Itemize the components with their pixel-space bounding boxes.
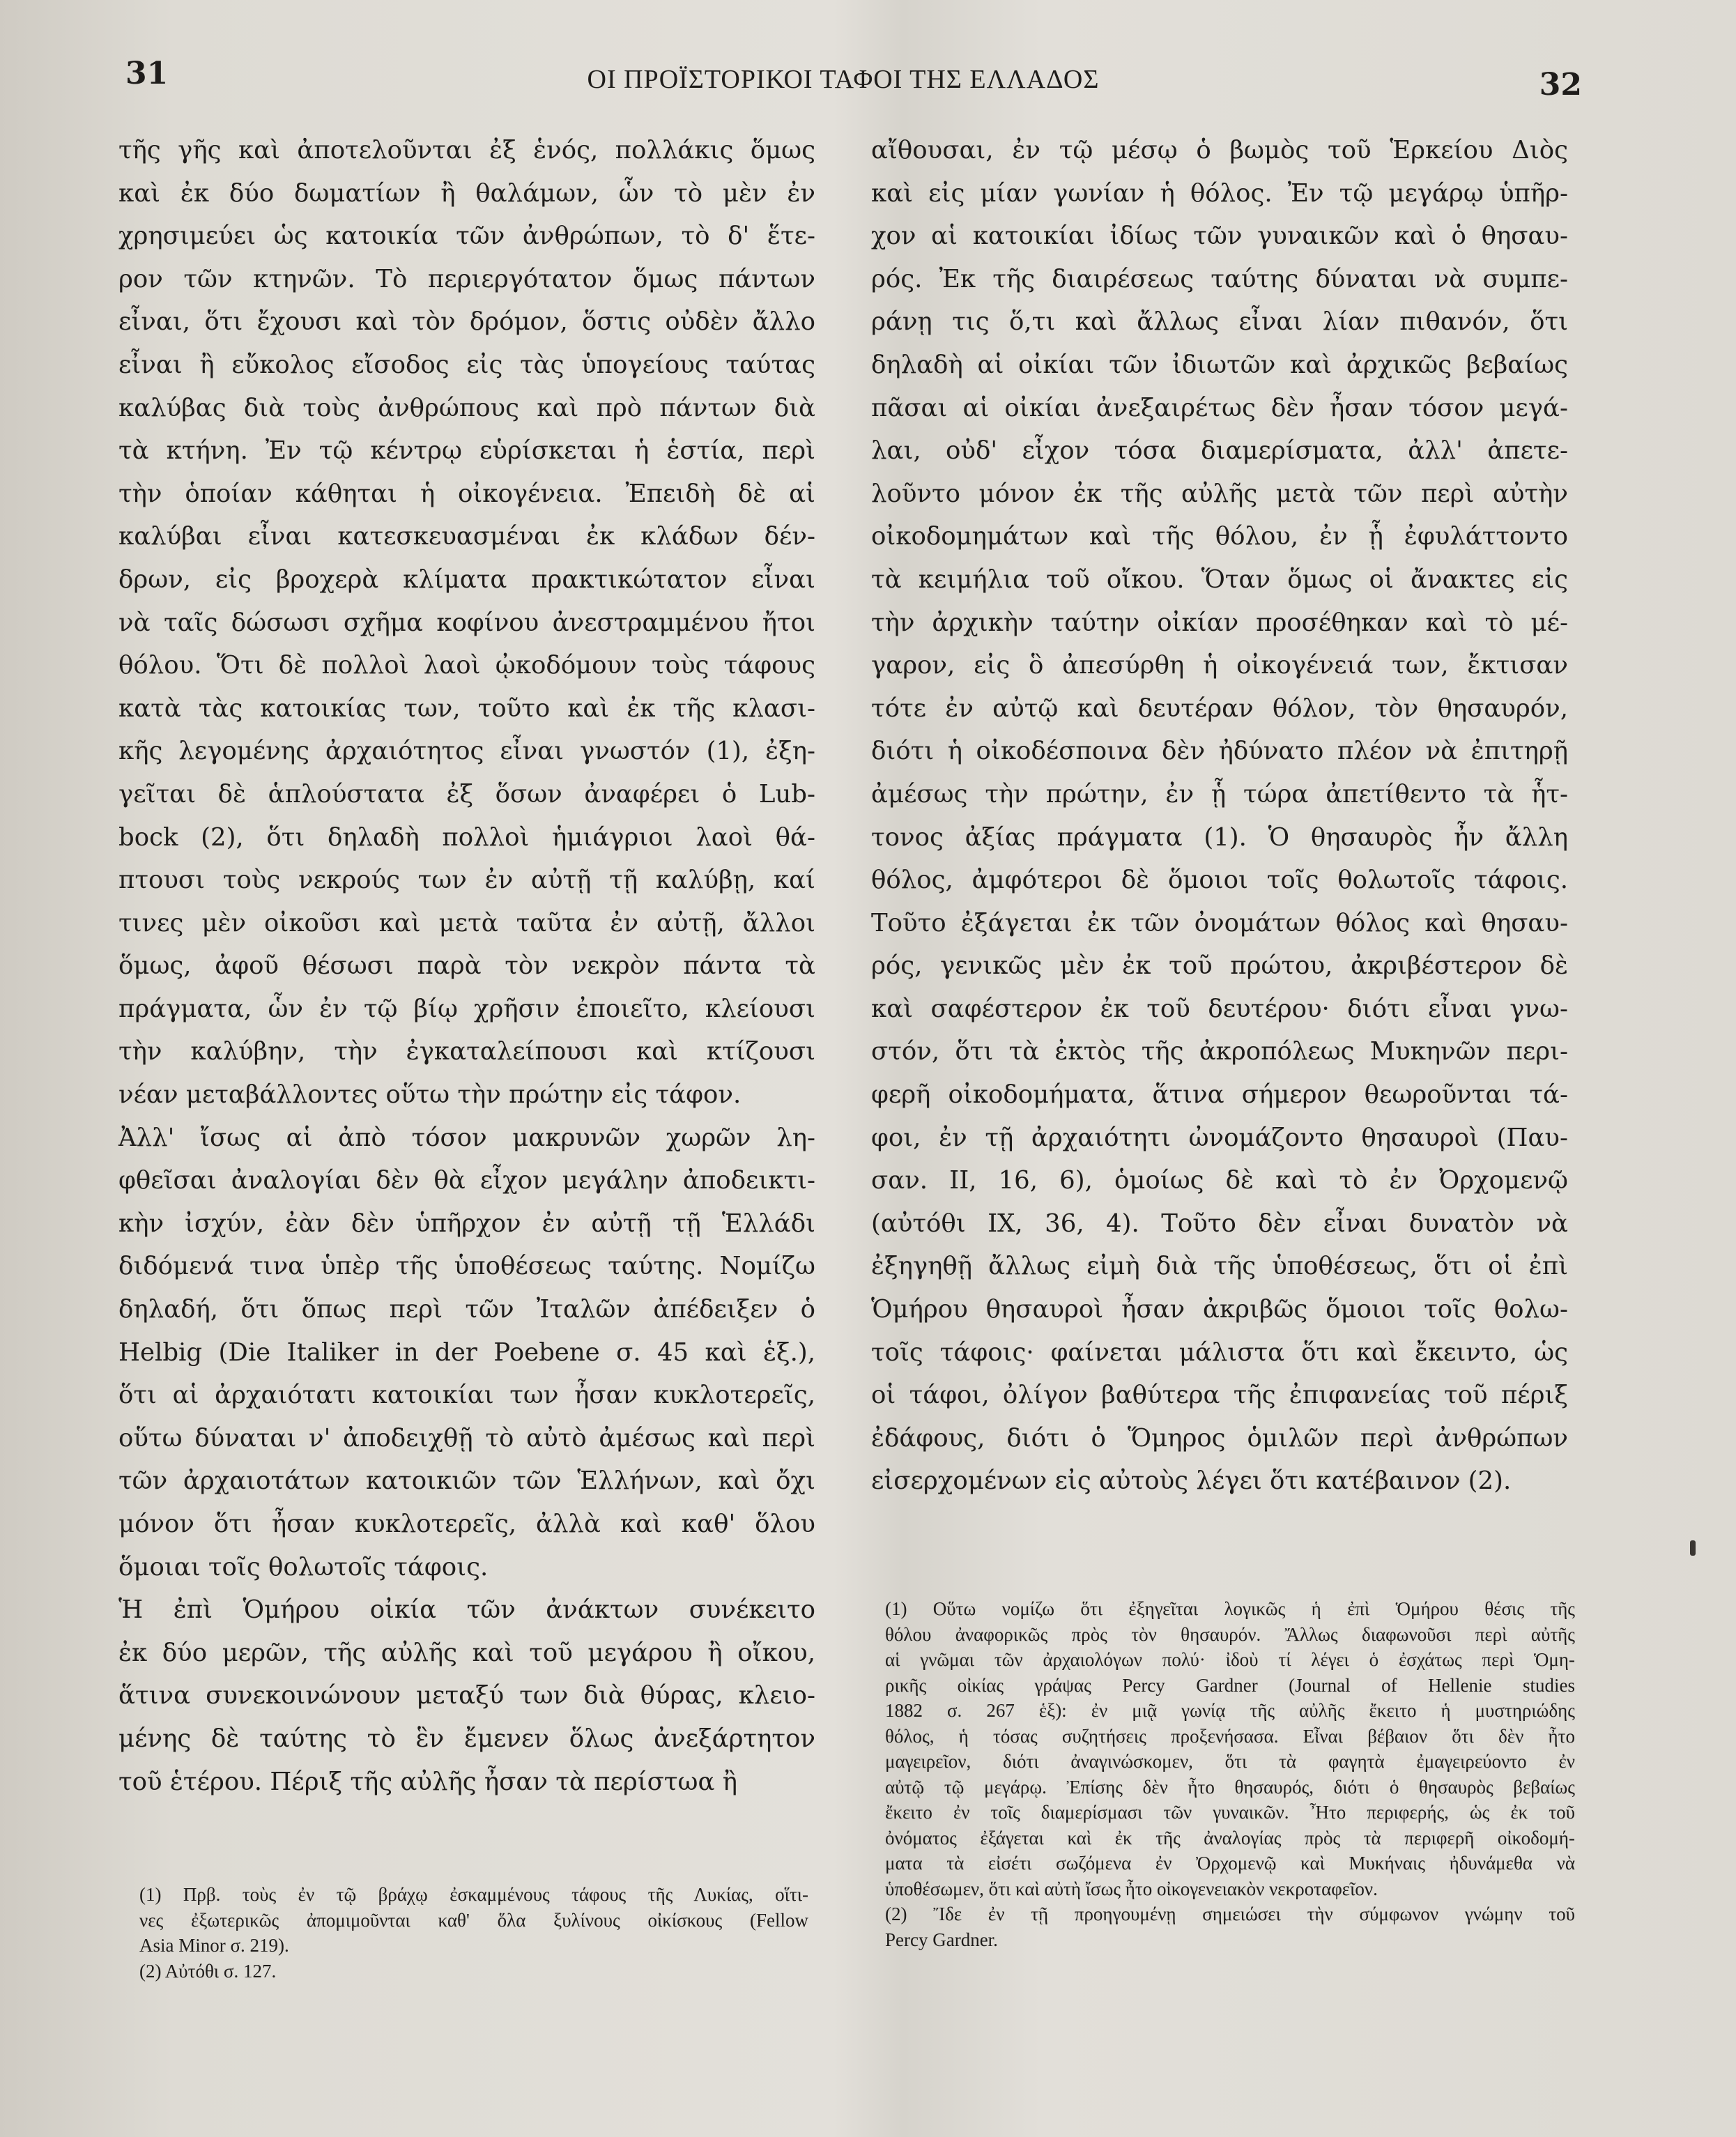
text-line: δηλαδὴ αἱ οἰκίαι τῶν ἰδιωτῶν καὶ ἀρχικῶς βεβαίως [871, 350, 1568, 379]
text-line: τὴν καλύβην, τὴν ἐγκαταλείπουσι καὶ κτίζουσι [118, 1037, 815, 1066]
page-header [105, 49, 1582, 105]
text-line: τονος ἀξίας πράγματα (1). Ὁ θησαυρὸς ἦν ἄλλη [871, 822, 1568, 852]
text-line: καὶ ἐκ δύο δωματίων ἢ θαλάμων, ὧν τὸ μὲν ἐν [118, 178, 815, 208]
footnote-line: ἔκειτο ἐν τοῖς διαμερίσμασι τῶν γυναικῶν. Ἦτο περιφερής, ὡς ἐκ τοῦ [885, 1802, 1575, 1823]
text-line: λοῦντο μόνον ἐκ τῆς αὐλῆς μετὰ τῶν περὶ αὐτὴν [871, 479, 1568, 508]
text-line: ἐξηγηθῇ ἄλλως εἰμὴ διὰ τῆς ὑποθέσεως, ὅτι οἱ ἐπὶ [871, 1252, 1568, 1281]
footnote-line: αἱ γνῶμαι τῶν ἀρχαιολόγων πολύ· ἰδοὺ τί λέγει ὁ ἐσχάτως περὶ Ὁμη- [885, 1649, 1575, 1670]
text-line: τοῦ ἑτέρου. Πέριξ τῆς αὐλῆς ἦσαν τὰ περίστωα ἢ [118, 1767, 737, 1796]
text-line: γαρον, εἰς ὃ ἀπεσύρθη ἡ οἰκογένειά των, ἔκτισαν [871, 651, 1568, 680]
text-line: δηλαδή, ὅτι ὅπως περὶ τῶν Ἰταλῶν ἀπέδειξεν ὁ [118, 1295, 815, 1324]
text-line: τῶν ἀρχαιοτάτων κατοικιῶν τῶν Ἑλλήνων, καὶ ὄχι [118, 1466, 815, 1496]
footnote-line: ὑποθέσωμεν, ὅτι καὶ αὐτὴ ἴσως ἦτο οἰκογενειακὸν νεκροταφεῖον. [885, 1878, 1378, 1899]
footnote-line: αὐτῷ τῷ μεγάρῳ. Ἐπίσης δὲν ἦτο θησαυρός, διότι ὁ θησαυρὸς βεβαίως [885, 1776, 1575, 1798]
text-line: ρός, γενικῶς μὲν ἐκ τοῦ πρώτου, ἀκριβέστερον δὲ [871, 951, 1568, 981]
text-line: φερῆ οἰκοδομήματα, ἅτινα σήμερον θεωροῦνται τά- [871, 1080, 1568, 1110]
text-line: μένης δὲ ταύτης τὸ ἓν ἔμενεν ὅλως ἀνεξάρτητον [118, 1724, 815, 1753]
text-line: εἶναι, ὅτι ἔχουσι καὶ τὸν δρόμον, ὅστις οὐδὲν ἄλλο [118, 307, 815, 337]
right-page-number: 32 [1539, 67, 1582, 102]
text-line: ἐκ δύο μερῶν, τῆς αὐλῆς καὶ τοῦ μεγάρου ἢ οἴκου, [118, 1638, 815, 1667]
text-line: τότε ἐν αὐτῷ καὶ δευτέραν θόλον, τὸν θησαυρόν, [871, 694, 1568, 723]
text-line: οἱ τάφοι, ὀλίγον βαθύτερα τῆς ἐπιφανείας τοῦ πέριξ [871, 1381, 1568, 1410]
text-line: Helbig (Die Italiker in der Poebene σ. 45 καὶ ἑξ.), [118, 1338, 815, 1367]
text-line: (αὐτόθι IX, 36, 4). Τοῦτο δὲν εἶναι δυνατὸν νὰ [871, 1209, 1568, 1238]
text-line: πᾶσαι αἱ οἰκίαι ἀνεξαιρέτως δὲν ἦσαν τόσον μεγά- [871, 393, 1568, 422]
text-line: κὴν ἰσχύν, ἐὰν δὲν ὑπῆρχον ἐν αὐτῇ τῇ Ἑλλάδι [118, 1209, 815, 1238]
text-line: τὴν ἀρχικὴν ταύτην οἰκίαν προσέθηκαν καὶ τὸ μέ- [871, 608, 1568, 637]
text-line: κῆς λεγομένης ἀρχαιότητος εἶναι γνωστόν (1), ἐξη- [118, 737, 815, 766]
text-line: δρων, εἰς βροχερὰ κλίματα πρακτικώτατον εἶναι [118, 565, 815, 594]
footnote-line: νες ἐξωτερικῶς ἀπομιμοῦνται καθ' ὅλα ξυλίνους οἰκίσκους (Fellow [139, 1909, 808, 1931]
footnote-line: (2) Αὐτόθι σ. 127. [139, 1960, 277, 1982]
text-line: τὴν ὁποίαν κάθηται ἡ οἰκογένεια. Ἐπειδὴ δὲ αἱ [118, 479, 815, 508]
text-line: νέαν μεταβάλλοντες οὕτω τὴν πρώτην εἰς τάφον. [118, 1080, 742, 1110]
text-line: ρον τῶν κτηνῶν. Τὸ περιεργότατον ὅμως πάντων [118, 264, 815, 293]
text-line: Ἀλλ' ἴσως αἱ ἀπὸ τόσον μακρυνῶν χωρῶν λη- [118, 1123, 815, 1152]
left-footnotes [139, 1882, 808, 1984]
text-line: ρός. Ἐκ τῆς διαιρέσεως ταύτης δύναται νὰ συμπε- [871, 264, 1568, 293]
text-line: τῆς γῆς καὶ ἀποτελοῦνται ἐξ ἑνός, πολλάκις ὅμως [118, 136, 815, 164]
text-line: μόνον ὅτι ἦσαν κυκλοτερεῖς, ἀλλὰ καὶ καθ' ὅλου [118, 1510, 815, 1538]
left-page-number: 31 [125, 56, 169, 91]
footnote-line: Asia Minor σ. 219). [139, 1935, 289, 1956]
footnote-line: (2) Ἴδε ἐν τῇ προηγουμένῃ σημειώσει τὴν σύμφωνον γνώμην τοῦ [885, 1904, 1575, 1924]
footnote-line: (1) Πρβ. τοὺς ἐν τῷ βράχῳ ἐσκαμμένους τάφους τῆς Λυκίας, οἵτι- [139, 1884, 808, 1905]
right-footnotes [885, 1596, 1575, 1952]
running-title: ΟΙ ΠΡΟΪΣΤΟΡΙΚΟΙ ΤΑΦΟΙ ΤΗΣ ΕΛΛΑΔΟΣ [587, 65, 1100, 94]
footnote-line: (1) Οὕτω νομίζω ὅτι ἐξηγεῖται λογικῶς ἡ ἐπὶ Ὁμήρου θέσις τῆς [885, 1598, 1575, 1619]
text-line: στόν, ὅτι τὰ ἐκτὸς τῆς ἀκροπόλεως Μυκηνῶν περι- [871, 1037, 1568, 1066]
left-text-column [118, 129, 815, 1803]
text-line: γεῖται δὲ ἁπλούστατα ἐξ ὅσων ἀναφέρει ὁ Lub- [118, 779, 815, 809]
ink-mark [1690, 1540, 1696, 1556]
text-line: ἅτινα συνεκοινώνουν μεταξύ των διὰ θύρας, κλειο- [118, 1681, 815, 1710]
text-line: χον αἱ κατοικίαι ἰδίως τῶν γυναικῶν καὶ ὁ θησαυ- [871, 222, 1568, 251]
text-line: οἰκοδομημάτων καὶ τῆς θόλου, ἐν ᾗ ἐφυλάττοντο [871, 522, 1568, 551]
text-line: καὶ σαφέστερον ἐκ τοῦ δευτέρου· διότι εἶναι γνω- [871, 994, 1568, 1023]
footnote-line: ματα τὰ εἰσέτι σωζόμενα ἐν Ὀρχομενῷ καὶ Μυκήναις ἠδυνάμεθα νὰ [885, 1853, 1575, 1874]
text-line: λαι, οὐδ' εἶχον τόσα διαμερίσματα, ἀλλ' ἀπετε- [871, 436, 1568, 466]
footnote-line: 1882 σ. 267 ἑξ): ἐν μιᾷ γωνίᾳ τῆς αὐλῆς ἔκειτο ἡ μυστηριώδης [885, 1700, 1575, 1721]
text-line: Ἡ ἐπὶ Ὁμήρου οἰκία τῶν ἀνάκτων συνέκειτο [118, 1595, 815, 1625]
footnote-line: θόλου ἀναφορικῶς πρὸς τὸν θησαυρόν. Ἄλλως διαφωνοῦσι περὶ αὐτῆς [885, 1623, 1575, 1645]
text-line: ράνῃ τις ὅ,τι καὶ ἄλλως εἶναι λίαν πιθανόν, ὅτι [871, 307, 1568, 337]
text-line: ὅμοιαι τοῖς θολωτοῖς τάφοις. [118, 1552, 489, 1581]
footnote-line: ὀνόματος ἐξάγεται καὶ ἐκ τῆς ἀναλογίας πρὸς τὰ περιφερῆ οἰκοδομή- [885, 1827, 1575, 1848]
text-line: χρησιμεύει ὡς κατοικία τῶν ἀνθρώπων, τὸ δ' ἕτε- [118, 222, 815, 251]
text-line: τὰ κειμήλια τοῦ οἴκου. Ὅταν ὅμως οἱ ἄνακτες εἰς [871, 565, 1568, 594]
right-text-column [871, 129, 1568, 1503]
text-line: εἶναι ἢ εὔκολος εἴσοδος εἰς τὰς ὑπογείους ταύτας [118, 350, 815, 379]
footnote-line: ρικῆς οἰκίας γράψας Percy Gardner (Journal of Hellenie studies [885, 1674, 1575, 1696]
text-line: Ὁμήρου θησαυροὶ ἦσαν ἀκριβῶς ὅμοιοι τοῖς θολω- [871, 1295, 1568, 1324]
text-line: ὅτι αἱ ἀρχαιότατι κατοικίαι των ἦσαν κυκλοτερεῖς, [118, 1381, 815, 1410]
text-line: τινες μὲν οἰκοῦσι καὶ μετὰ ταῦτα ἐν αὐτῇ, ἄλλοι [118, 908, 815, 937]
text-line: bock (2), ὅτι δηλαδὴ πολλοὶ ἡμιάγριοι λαοὶ θά- [118, 822, 815, 852]
text-line: κατὰ τὰς κατοικίας των, τοῦτο καὶ ἐκ τῆς κλασι- [118, 694, 815, 723]
text-line: νὰ ταῖς δώσωσι σχῆμα κοφίνου ἀνεστραμμένου ἤτοι [118, 608, 815, 637]
text-line: θόλου. Ὅτι δὲ πολλοὶ λαοὶ ᾠκοδόμουν τοὺς τάφους [118, 651, 815, 680]
text-line: φθεῖσαι ἀναλογίαι δὲν θὰ εἶχον μεγάλην ἀποδεικτι- [118, 1166, 815, 1195]
text-line: Τοῦτο ἐξάγεται ἐκ τῶν ὀνομάτων θόλος καὶ θησαυ- [871, 908, 1568, 937]
text-line: εἰσερχομένων εἰς αὐτοὺς λέγει ὅτι κατέβαινον (2). [871, 1466, 1512, 1496]
text-line: θόλος, ἀμφότεροι δὲ ὅμοιοι τοῖς θολωτοῖς τάφοις. [871, 866, 1568, 895]
text-line: ἐδάφους, διότι ὁ Ὅμηρος ὁμιλῶν περὶ ἀνθρώπων [871, 1423, 1568, 1453]
text-line: ὅμως, ἀφοῦ θέσωσι παρὰ τὸν νεκρὸν πάντα τὰ [118, 951, 815, 981]
text-line: τὰ κτήνη. Ἐν τῷ κέντρῳ εὑρίσκεται ἡ ἑστία, περὶ [118, 436, 815, 466]
footnote-line: θόλος, ἡ τόσας συζητήσεις προξενήσασα. Εἶναι βέβαιον ὅτι δὲν ἦτο [885, 1725, 1575, 1747]
footnote-line: Percy Gardner. [885, 1929, 998, 1950]
text-line: φοι, ἐν τῇ ἀρχαιότητι ὠνομάζοντο θησαυροὶ (Παυ- [871, 1123, 1568, 1152]
text-line: καλύβαι εἶναι κατεσκευασμέναι ἐκ κλάδων δέν- [118, 522, 815, 551]
text-line: ἀμέσως τὴν πρώτην, ἐν ᾗ τώρα ἀπετίθεντο τὰ ἧτ- [871, 779, 1568, 809]
text-line: αἴθουσαι, ἐν τῷ μέσῳ ὁ βωμὸς τοῦ Ἑρκείου Διὸς [871, 136, 1568, 164]
text-line: διδόμενά τινα ὑπὲρ τῆς ὑποθέσεως ταύτης. Νομίζω [118, 1252, 815, 1281]
text-line: οὕτω δύναται ν' ἀποδειχθῇ τὸ αὐτὸ ἀμέσως καὶ περὶ [118, 1423, 815, 1453]
text-line: καλύβας διὰ τοὺς ἀνθρώπους καὶ πρὸ πάντων διὰ [118, 393, 815, 422]
text-line: πτουσι τοὺς νεκρούς των ἐν αὐτῇ τῇ καλύβῃ, καί [118, 866, 815, 895]
text-line: τοῖς τάφοις· φαίνεται μάλιστα ὅτι καὶ ἔκειντο, ὡς [871, 1338, 1568, 1367]
text-line: σαν. II, 16, 6), ὁμοίως δὲ καὶ τὸ ἐν Ὀρχομενῷ [871, 1166, 1568, 1195]
footnote-line: μαγειρεῖον, διότι ἀναγινώσκομεν, ὅτι τὰ φαγητὰ ἐμαγειρεύοντο ἐν [885, 1751, 1575, 1772]
text-line: διότι ἡ οἰκοδέσποινα δὲν ἠδύνατο πλέον νὰ ἐπιτηρῇ [871, 737, 1568, 766]
text-line: καὶ εἰς μίαν γωνίαν ἡ θόλος. Ἐν τῷ μεγάρῳ ὑπῆρ- [871, 178, 1568, 208]
text-line: πράγματα, ὧν ἐν τῷ βίῳ χρῆσιν ἐποιεῖτο, κλείουσι [118, 994, 815, 1023]
